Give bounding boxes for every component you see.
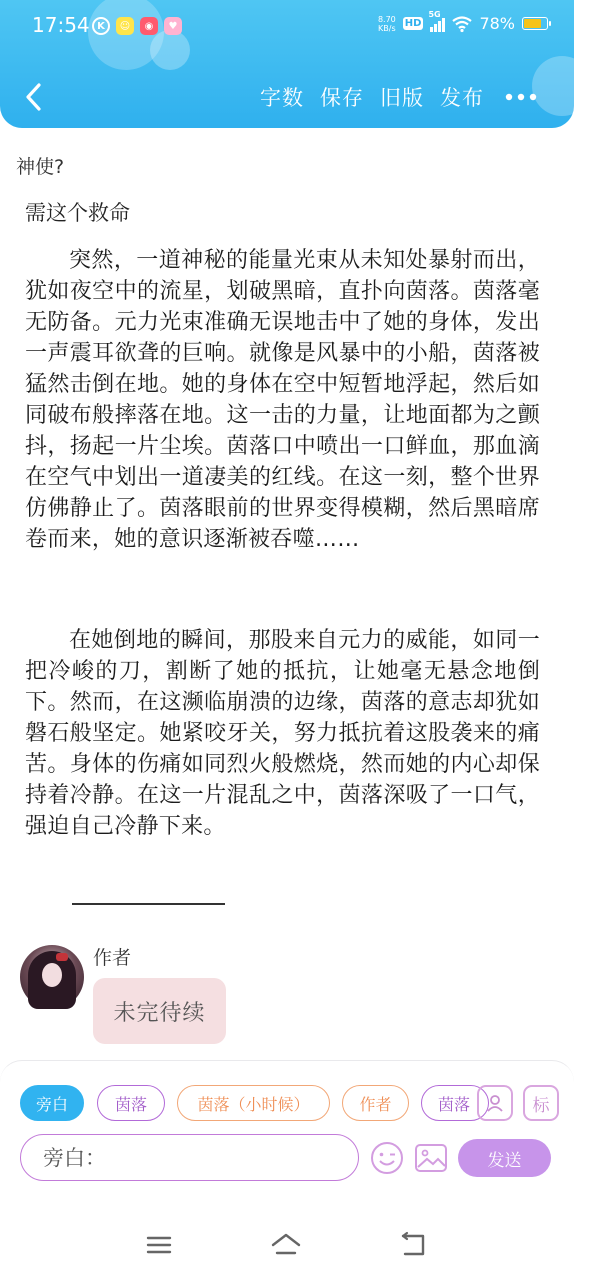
chapter-title[interactable]: 需这个救命 bbox=[25, 201, 130, 225]
avatar-bow bbox=[56, 953, 68, 961]
dialogue-input[interactable] bbox=[20, 1134, 359, 1181]
story-paragraph[interactable]: 突然，一道神秘的能量光束从未知处暴射而出，犹如夜空中的流星，划破黑暗，直扑向茵落。茵落毫无防备。元力光束准确无误地击中了她的身体，发出一声震耳欲聋的巨响。就像是风暴中的小船，茵落被猛然击倒在地。她的身体在空中短暂地浮起，然后如同破布般摔落在地。这一击的力量，让地面都为之颤抖，扬起一片尘埃。茵落口中喷出一口鲜血，那血滴在空气中划出一道凄美的红线。在这一刻，整个世界仿佛静止了。茵落眼前的世界变得模糊，然后黑暗席卷而来，她的意识逐渐被吞噬…… bbox=[25, 248, 540, 552]
wifi-icon bbox=[452, 16, 472, 32]
send-button[interactable]: 发送 bbox=[458, 1139, 551, 1177]
signal-icon bbox=[428, 9, 445, 32]
pink-app-icon: ♥ bbox=[164, 17, 182, 35]
menu-icon bbox=[146, 1235, 172, 1255]
image-button[interactable] bbox=[413, 1140, 449, 1176]
role-chip-yinluo[interactable]: 茵落 bbox=[97, 1085, 165, 1121]
return-icon bbox=[399, 1232, 429, 1258]
home-icon bbox=[270, 1232, 302, 1258]
emoji-button[interactable] bbox=[369, 1140, 405, 1176]
smile-app-icon: ☺ bbox=[116, 17, 134, 35]
hd-icon: HD bbox=[404, 18, 422, 29]
toolbar-actions bbox=[260, 82, 484, 112]
home-nav-button[interactable] bbox=[269, 1230, 303, 1260]
top-header bbox=[0, 0, 574, 128]
net-speed-value: 8.70 bbox=[377, 14, 396, 24]
menu-nav-button[interactable] bbox=[142, 1230, 176, 1260]
back-nav-button[interactable] bbox=[397, 1230, 431, 1260]
status-right bbox=[377, 9, 548, 33]
net-speed-unit: KB/s bbox=[378, 23, 396, 33]
emoji-icon bbox=[370, 1141, 404, 1175]
chevron-left-icon bbox=[24, 82, 42, 112]
old-version-button[interactable]: 旧版 bbox=[380, 86, 424, 110]
person-card-icon bbox=[484, 1092, 506, 1114]
role-chip-narrator[interactable]: 旁白 bbox=[20, 1085, 84, 1121]
status-bar bbox=[0, 0, 574, 52]
tag-button[interactable]: 标 bbox=[523, 1085, 559, 1121]
word-count-button[interactable]: 字数 bbox=[260, 86, 304, 110]
message-author-name: 作者 bbox=[93, 947, 132, 969]
red-app-icon: ◉ bbox=[140, 17, 158, 35]
signal-label: 5G bbox=[428, 9, 441, 19]
role-chip-yinluo-child[interactable]: 茵落（小时候） bbox=[177, 1085, 330, 1121]
more-dots-icon bbox=[505, 93, 537, 101]
role-manage-button[interactable] bbox=[477, 1085, 513, 1121]
save-button[interactable]: 保存 bbox=[320, 86, 364, 110]
avatar[interactable] bbox=[20, 945, 84, 1009]
editor-toolbar bbox=[0, 70, 574, 124]
notification-icons bbox=[92, 17, 182, 35]
previous-line[interactable]: 神使? bbox=[16, 156, 65, 178]
role-chip-yinluo-2[interactable]: 茵落 bbox=[421, 1085, 489, 1121]
battery-percent: 78% bbox=[479, 14, 515, 33]
role-chip-author[interactable]: 作者 bbox=[342, 1085, 409, 1121]
message-bubble[interactable]: 未完待续 bbox=[93, 978, 226, 1044]
role-selector bbox=[20, 1085, 471, 1123]
system-nav-bar bbox=[0, 1212, 574, 1280]
story-paragraph[interactable]: 在她倒地的瞬间，那股来自元力的威能，如同一把冷峻的刀，割断了她的抵抗，让她毫无悬念地倒下。然而，在这濒临崩溃的边缘，茵落的意志却犹如磐石般坚定。她紧咬牙关，努力抵抗着这股袭来的痛苦。身体的伤痛如同烈火般燃烧，然而她的内心却保持着冷静。在这一片混乱之中，茵落深吸了一口气，强迫自己冷静下来。 bbox=[25, 628, 540, 839]
k-app-icon: K bbox=[92, 17, 110, 35]
back-button[interactable] bbox=[18, 80, 48, 114]
avatar-face bbox=[42, 963, 62, 987]
author-message[interactable] bbox=[20, 943, 560, 1053]
publish-button[interactable]: 发布 bbox=[440, 86, 484, 110]
image-icon bbox=[414, 1143, 448, 1173]
dialogue-composer bbox=[0, 1060, 574, 1212]
status-time: 17:54 bbox=[32, 13, 90, 37]
more-button[interactable] bbox=[504, 84, 538, 110]
battery-icon bbox=[522, 17, 548, 30]
network-speed bbox=[378, 15, 396, 33]
section-divider bbox=[72, 903, 225, 905]
